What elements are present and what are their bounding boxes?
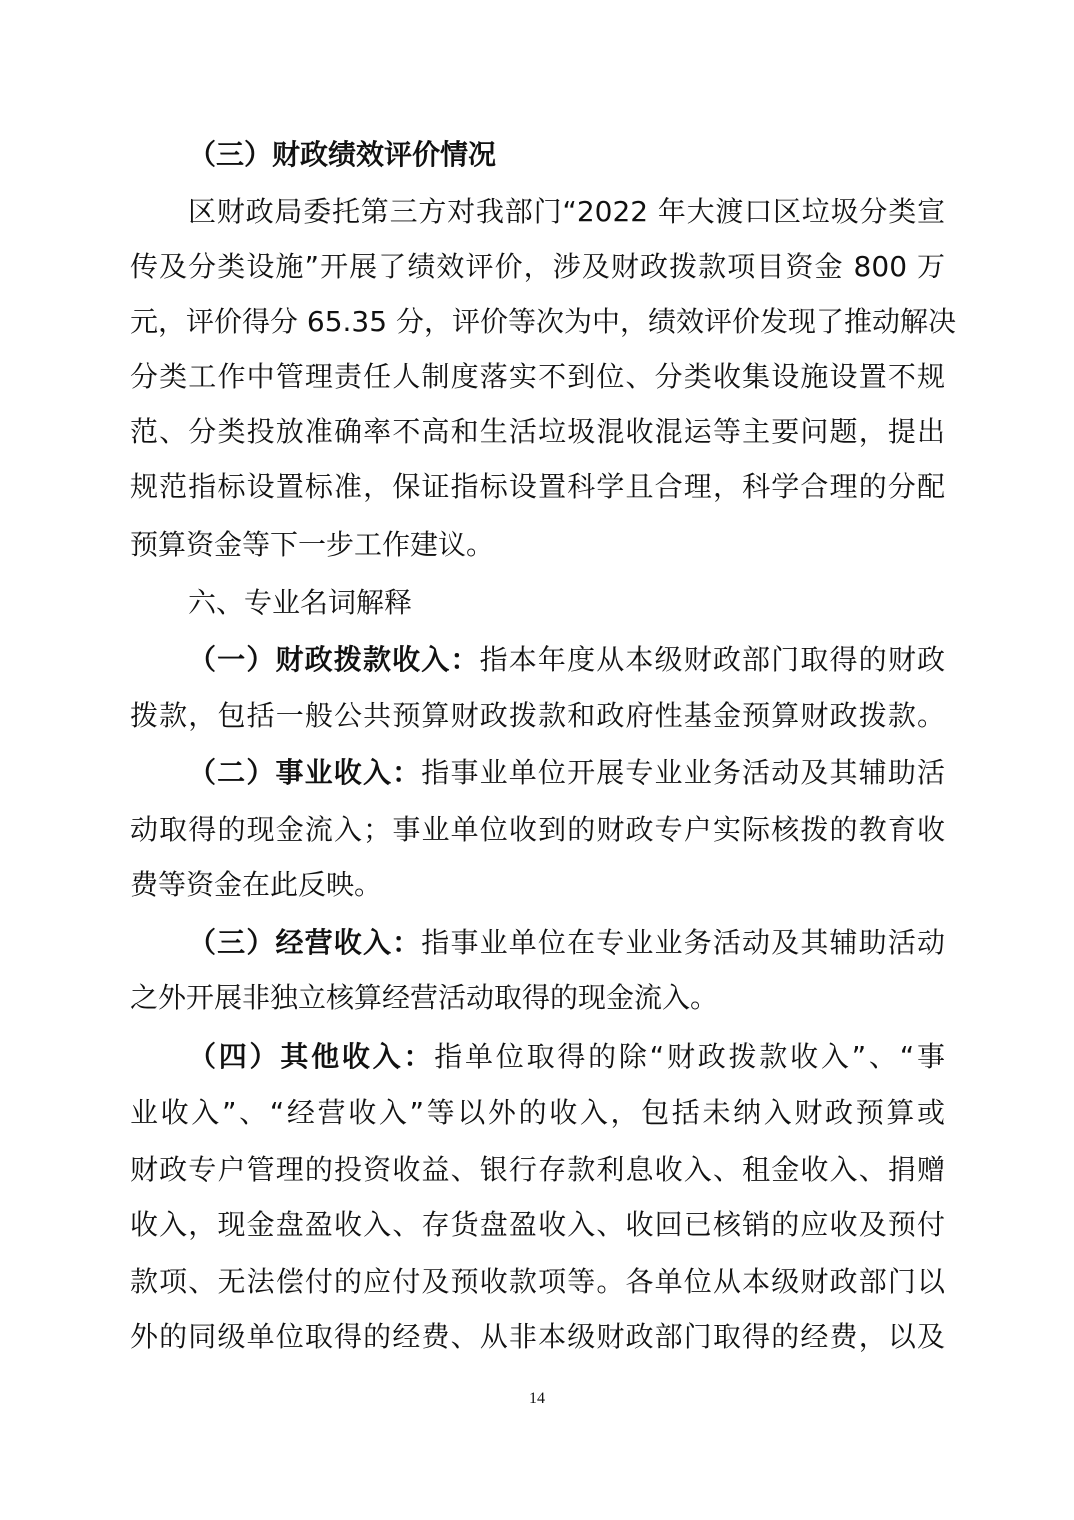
term-definition: 指本年度从本级财政部门取得的财政 bbox=[479, 643, 945, 676]
body-line: 收入，现金盘盈收入、存货盘盈收入、收回已核销的应收及预付 bbox=[130, 1208, 945, 1241]
section-heading: 六、专业名词解释 bbox=[188, 586, 413, 619]
body-line: 业收入”、“经营收入”等以外的收入，包括未纳入财政预算或 bbox=[130, 1096, 945, 1129]
term-line bbox=[188, 640, 945, 680]
body-line: 元，评价得分 65.35 分，评价等次为中，绩效评价发现了推动解决 bbox=[130, 305, 956, 338]
body-line: 区财政局委托第三方对我部门“2022 年大渡口区垃圾分类宣 bbox=[188, 195, 945, 228]
body-line: 外的同级单位取得的经费、从非本级财政部门取得的经费，以及 bbox=[130, 1320, 945, 1353]
page-number: 14 bbox=[529, 1390, 545, 1407]
body-line: 预算资金等下一步工作建议。 bbox=[130, 528, 495, 561]
body-line: 传及分类设施”开展了绩效评价，涉及财政拨款项目资金 800 万 bbox=[130, 250, 945, 283]
term-line bbox=[188, 923, 945, 963]
heading-text: （三）财政绩效评价情况 bbox=[188, 138, 497, 171]
body-line: 之外开展非独立核算经营活动取得的现金流入。 bbox=[130, 981, 719, 1014]
term-label: （二）事业收入： bbox=[188, 756, 422, 789]
body-line: 范、分类投放准确率不高和生活垃圾混收混运等主要问题，提出 bbox=[130, 415, 945, 448]
body-line: 费等资金在此反映。 bbox=[130, 868, 383, 901]
term-label: （三）经营收入： bbox=[188, 926, 422, 959]
term-definition: 指单位取得的除“财政拨款收入”、“事 bbox=[434, 1040, 945, 1073]
term-label: （一）财政拨款收入： bbox=[188, 643, 480, 676]
body-line: 分类工作中管理责任人制度落实不到位、分类收集设施设置不规 bbox=[130, 360, 945, 393]
term-line bbox=[188, 753, 945, 793]
term-line bbox=[188, 1037, 945, 1077]
body-line: 拨款，包括一般公共预算财政拨款和政府性基金预算财政拨款。 bbox=[130, 699, 945, 732]
term-definition: 指事业单位开展专业业务活动及其辅助活 bbox=[421, 756, 945, 789]
section-heading bbox=[188, 135, 945, 175]
body-line: 动取得的现金流入；事业单位收到的财政专户实际核拨的教育收 bbox=[130, 813, 945, 846]
body-line: 财政专户管理的投资收益、银行存款利息收入、租金收入、捐赠 bbox=[130, 1153, 945, 1186]
body-line: 规范指标设置标准，保证指标设置科学且合理，科学合理的分配 bbox=[130, 470, 945, 503]
term-definition: 指事业单位在专业业务活动及其辅助活动 bbox=[421, 926, 945, 959]
body-line: 款项、无法偿付的应付及预收款项等。各单位从本级财政部门以 bbox=[130, 1265, 945, 1298]
term-label: （四）其他收入： bbox=[188, 1040, 435, 1073]
